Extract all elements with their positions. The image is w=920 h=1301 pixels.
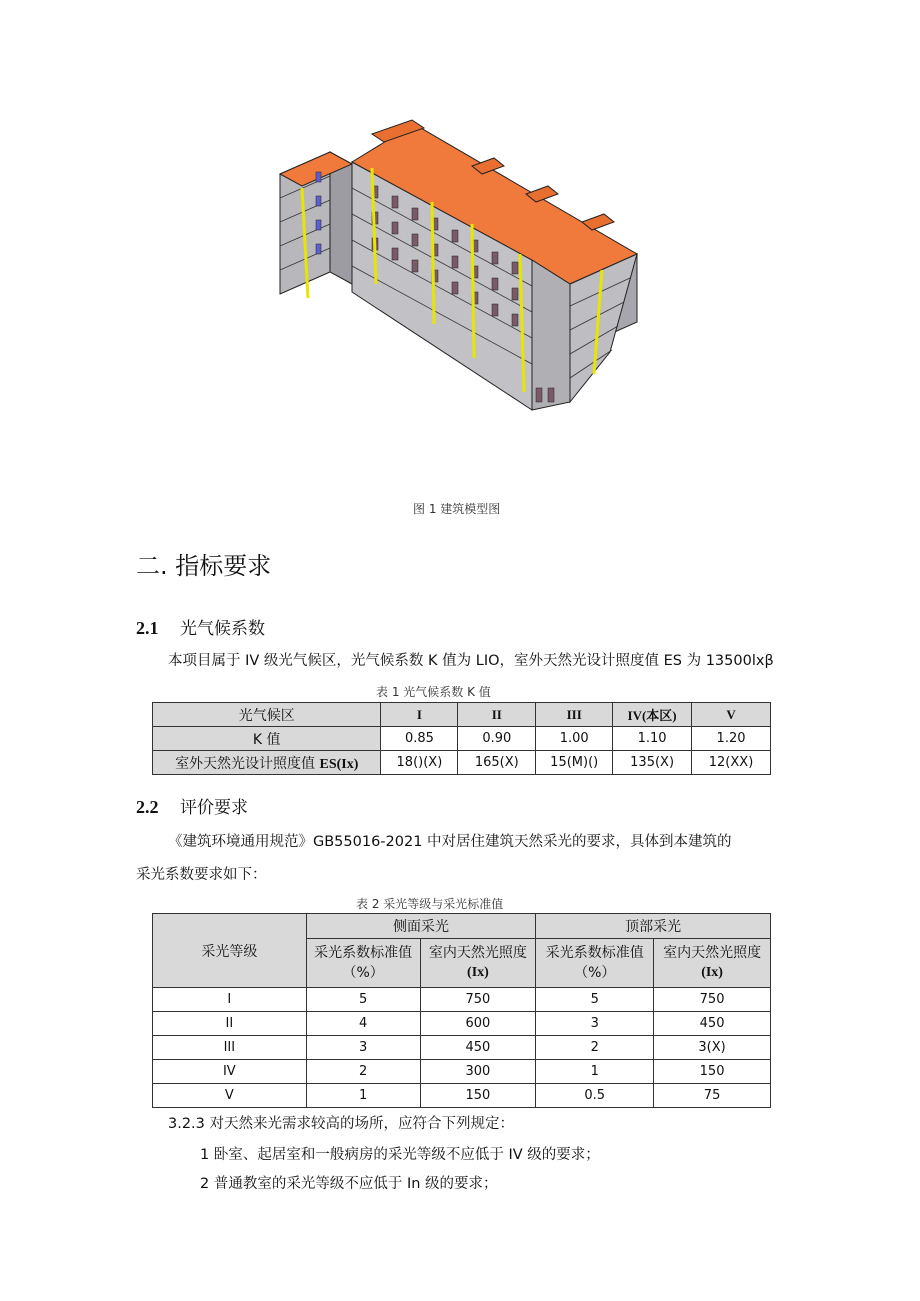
subsection-number: 2.2 [136, 797, 159, 817]
table-cell: 150 [654, 1060, 771, 1084]
table-cell: 450 [654, 1012, 771, 1036]
rule-item-2: 2 普通教室的采光等级不应低于 In 级的要求； [200, 1176, 498, 1192]
table-cell: 12(XX) [692, 751, 771, 775]
subheader-unit: （%） [342, 965, 384, 981]
table-cell: II [153, 1012, 307, 1036]
table-cell: 135(X) [613, 751, 692, 775]
table-cell: 75 [654, 1084, 771, 1108]
table-row [153, 1012, 771, 1036]
subheader-cell [420, 939, 536, 988]
table-row [153, 1036, 771, 1060]
subheader-cell [536, 939, 654, 988]
subheader-text: 室内天然光照度 [428, 945, 527, 961]
table-cell: 750 [420, 988, 536, 1012]
header-cell: V [692, 703, 771, 727]
table-cell: 5 [536, 988, 654, 1012]
table-header-row [153, 914, 771, 939]
header-cell-grade: 采光等级 [153, 914, 307, 988]
subsection-title: 光气候系数 [180, 619, 265, 639]
header-cell: 光气候区 [153, 703, 381, 727]
subheader-unit: (Ix) [701, 965, 723, 980]
table-row [153, 727, 771, 751]
section-title: 二. 指标要求 [136, 552, 272, 580]
building-model-figure [272, 112, 652, 430]
subsection-2-1-heading [136, 614, 265, 639]
subheader-unit: （%） [574, 965, 616, 981]
light-climate-table [152, 702, 771, 775]
subsection-2-2-heading [136, 793, 248, 818]
rule-heading: 3.2.3 对天然来光需求较高的场所，应符合下列规定： [168, 1116, 515, 1132]
table2-caption: 表 2 采光等级与采光标准值 [356, 897, 504, 911]
table-header-row [153, 703, 771, 727]
subheader-text: 室内天然光照度 [663, 945, 762, 961]
header-cell-top: 顶部采光 [536, 914, 771, 939]
table-cell: 3 [306, 1036, 420, 1060]
table-row [153, 1084, 771, 1108]
figure-caption: 图 1 建筑模型图 [413, 502, 501, 516]
table-cell: 2 [306, 1060, 420, 1084]
table-cell: 300 [420, 1060, 536, 1084]
table-cell: III [153, 1036, 307, 1060]
table1-caption: 表 1 光气候系数 K 值 [376, 685, 491, 699]
paragraph-standard-line2: 采光系数要求如下： [136, 867, 267, 883]
header-cell: II [458, 703, 536, 727]
table-cell: 4 [306, 1012, 420, 1036]
table-cell: 15(M)() [536, 751, 613, 775]
daylighting-grade-table [152, 913, 771, 1108]
table-row [153, 1060, 771, 1084]
paragraph-standard-line1: 《建筑环境通用规范》GB55016-2021 中对居住建筑天然采光的要求，具体到本建筑的 [168, 834, 732, 850]
table-cell: 0.5 [536, 1084, 654, 1108]
table-cell: 5 [306, 988, 420, 1012]
table-cell: 1.00 [536, 727, 613, 751]
rule-item-1: 1 卧室、起居室和一般病房的采光等级不应低于 IV 级的要求； [200, 1147, 600, 1163]
table-cell: 0.85 [381, 727, 458, 751]
row-label-text: 室外天然光设计照度值 [175, 755, 320, 772]
subheader-cell [306, 939, 420, 988]
subheader-unit: (Ix) [467, 965, 489, 980]
row-label-unit: ES(Ix) [319, 756, 359, 772]
table-row [153, 751, 771, 775]
header-cell: IV(本区) [613, 703, 692, 727]
subsection-title: 评价要求 [180, 798, 248, 818]
table-cell: 1 [536, 1060, 654, 1084]
table-cell: 1.10 [613, 727, 692, 751]
header-cell: I [381, 703, 458, 727]
table-cell: 150 [420, 1084, 536, 1108]
table-cell: 3 [536, 1012, 654, 1036]
table-cell: I [153, 988, 307, 1012]
table-cell: IV [153, 1060, 307, 1084]
paragraph-climate: 本项目属于 IV 级光气候区，光气候系数 K 值为 LIO，室外天然光设计照度值 ES 为 13500lxβ [168, 653, 774, 669]
subheader-cell [654, 939, 771, 988]
subsection-number: 2.1 [136, 618, 159, 638]
table-cell: 3(X) [654, 1036, 771, 1060]
table-cell: 1 [306, 1084, 420, 1108]
table-cell: 750 [654, 988, 771, 1012]
table-cell: 2 [536, 1036, 654, 1060]
table-cell: 1.20 [692, 727, 771, 751]
subheader-text: 采光系数标准值 [314, 945, 413, 961]
row-label: K 值 [153, 727, 381, 751]
table-row [153, 988, 771, 1012]
table-cell: 165(X) [458, 751, 536, 775]
table-cell: 450 [420, 1036, 536, 1060]
row-label [153, 751, 381, 775]
table-cell: 600 [420, 1012, 536, 1036]
subheader-text: 采光系数标准值 [545, 945, 644, 961]
header-cell: III [536, 703, 613, 727]
table-cell: 18()(X) [381, 751, 458, 775]
table-cell: 0.90 [458, 727, 536, 751]
table-cell: V [153, 1084, 307, 1108]
header-cell-side: 侧面采光 [306, 914, 536, 939]
